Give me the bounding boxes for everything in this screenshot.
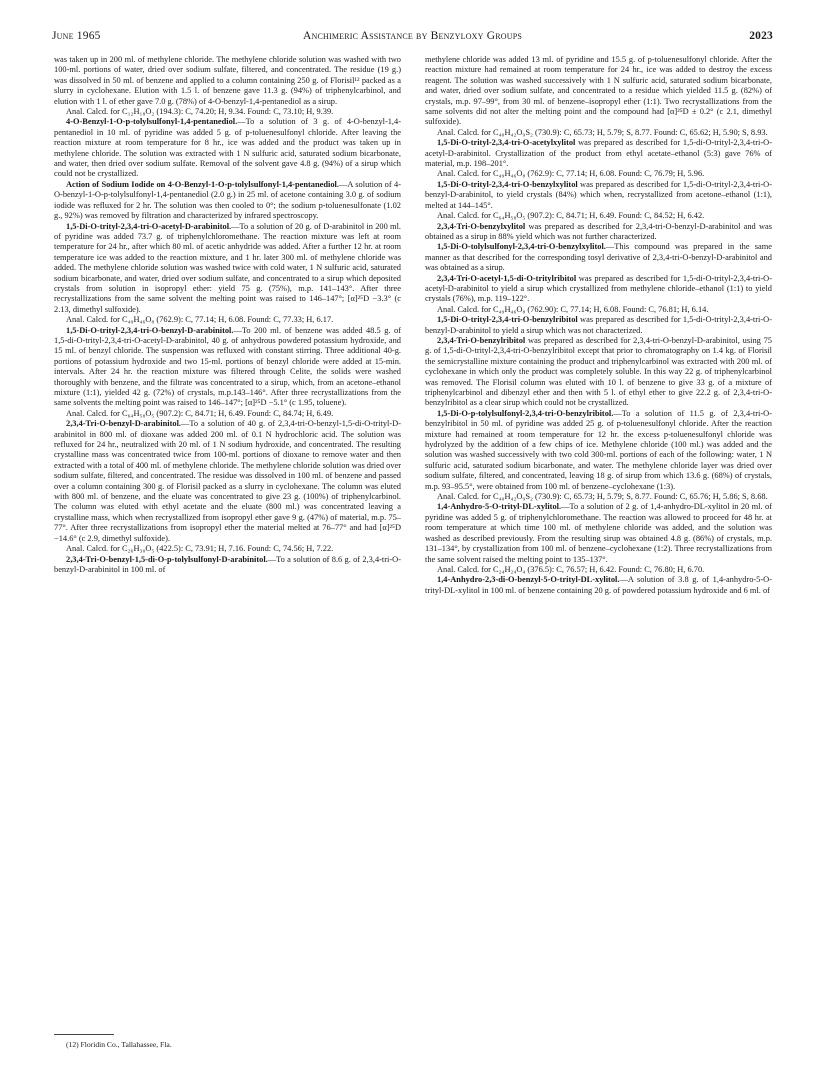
paragraph — [54, 107, 401, 117]
paragraph-text: was prepared as described for 2,3,4-tri-O-benzyl-D-arabinitol and was obtained as a sirup in 88% yield which was not further characterized. — [425, 221, 772, 241]
running-header — [52, 30, 773, 46]
paragraph-heading: 2,3,4-Tri-O-benzylribitol — [437, 335, 526, 345]
paragraph — [425, 409, 772, 492]
header-page-number: 2023 — [749, 30, 773, 42]
paragraph — [54, 315, 401, 325]
paragraph — [54, 117, 401, 179]
paragraph-heading: 2,3,4-Tri-O-acetyl-1,5-di-O-tritylribitol — [437, 273, 577, 283]
paragraph-heading: 2,3,4-Tri-O-benzyl-D-arabinitol. — [66, 419, 181, 429]
paragraph-heading: 1,4-Anhydro-5-O-trityl-DL-xylitol. — [437, 502, 562, 512]
paragraph-heading: 2,3,4-Tri-O-benzylxylitol — [437, 221, 526, 231]
paragraph-heading: 1,5-Di-O-trityl-2,3,4-tri-O-benzylribitol — [437, 315, 578, 325]
paragraph — [425, 138, 772, 169]
paragraph-text: —A solution of 4-O-benzyl-1-O-p-tolylsulfonyl-1,4-pentanediol (2.0 g.) in 25 ml. of acetone containing 3.0 g. of sodium iodide was refluxed for 2 hr. The solution was then cooled to 0°; the sodium p-toluenesulfonate (1.02 g., 92%) was removed by filtration and characterized by infrared spectroscopy. — [54, 179, 401, 221]
paragraph-text: Anal. Calcd. for C₄₉H₄₆O₈ (762.90): C, 77.14; H, 6.08. Found: C, 76.81; H, 6.14. — [437, 304, 709, 314]
paragraph-text: —To a solution of 40 g. of 2,3,4-tri-O-benzyl-1,5-di-O-trityl-D-arabinitol in 800 ml. of dioxane was added 200 ml. of 0.1 N hydrochloric acid. The solution was refluxed for 24 hr., neutralized with 20 ml. of 1 N sodium hydroxide, and concentrated. The resulting crystalline mass was concentrated twice from 100-ml. portions of dioxane to remove water and then extracted with a total of 400 ml. of methylene chloride. The methylene chloride solution was dried over sodium sulfate, filtered, and concentrated. The residue was dissolved in 100 ml. of benzene and passed over a column containing 300 g. of Florisil packed as a slurry in cyclohexane. The column was eluted with 800 ml. of benzene, and the eluate was concentrated to give 23 g. (100%) of triphenylcarbinol. The column was eluted with ethyl acetate and the eluate (800 ml.) was concentrated leaving a crystalline mass, which when recrystallized from isopropyl ether gave 9 g. (47%) of material, m.p. 75–77°. After three recrystallizations from isopropyl ether the material melted at 76–77° and had [α]²⁵D −14.6° (c 2.9, dimethyl sulfoxide). — [54, 419, 401, 543]
paragraph — [425, 315, 772, 336]
paragraph-heading: 1,5-Di-O-trityl-2,3,4-tri-O-acetylxylitol — [437, 138, 576, 148]
paragraph-text: —This compound was prepared in the same manner as that described for the corresponding tosyl derivative of 2,3,4-tri-O-benzyl-D-arabinitol and was obtained as a sirup. — [425, 242, 772, 273]
footnote: (12) Floridin Co., Tallahassee, Fla. — [66, 1040, 172, 1049]
paragraph-text: methylene chloride was added 13 ml. of pyridine and 15.5 g. of p-toluenesulfonyl chloride. After the reaction mixture had remained at room temperature for 24 hr., ice was added to destroy the excess reagent. The solution was washed successively with 1 N sulfuric acid, saturated sodium bicarbonate, and water, dried over sodium sulfate, and concentrated to a residue which yielded 11.5 g. (82%) of crystals, m.p. 97–99°, from 30 ml. of benzene–isopropyl ether (1:1). Two recrystallizations from the same solvents did not alter the melting point and the compound had [α]²⁵D ± 0.2° (c 2.1, dimethyl sulfoxide). — [425, 55, 772, 127]
paragraph-text: —To a solution of 11.5 g. of 2,3,4-tri-O-benzylribitol in 50 ml. of pyridine was added 25 g. of p-toluenesulfonyl chloride. After the reaction mixture had remained at room temperature for 12 hr. the excess p-toluenesulfonyl chloride was hydrolyzed by the addition of a few chips of ice. Methylene chloride (100 ml.) was added and the solution was washed successively with two cold 300-ml. portions of each of the following: water, 1 N sulfuric acid, saturated sodium bicarbonate, and water. The methylene chloride layer was dried over sodium sulfate, filtered, and concentrated, leaving 18 g. of sirup from which 13.6 g. (68%) of crystals, m.p. 93–95.5°, were obtained from 100 ml. of benzene–cyclohexane (1:3). — [425, 408, 772, 491]
paragraph-heading: 1,5-Di-O-trityl-2,3,4-tri-O-benzylxylitol — [437, 179, 578, 189]
paragraph — [54, 419, 401, 544]
paragraph-heading: 1,5-Di-O-p-tolylsulfonyl-2,3,4-tri-O-benzylribitol. — [437, 408, 614, 418]
paragraph-text: was prepared as described for 1,5-di-O-trityl-2,3,4-tri-O-benzyl-D-arabinitol, to yield crystals (84%) which when, recrystallized from acetone–ethanol (1:1), melted at 144–145°. — [425, 179, 772, 210]
paragraph-text: Anal. Calcd. for C₄₀H₄₂O₉S₂ (730.9): C, 65.73; H, 5.79; S, 8.77. Found: C, 65.62; H, 5.90; S, 8.93. — [437, 127, 768, 137]
paragraph-text: was prepared as described for 1,5-di-O-trityl-2,3,4-tri-O-acetyl-D-arabinitol to yield a sirup which crystallized from methylene chloride–ethanol (1:1) to yield crystals (76%), m.p. 119–122°. — [425, 273, 772, 304]
paragraph-text: was taken up in 200 ml. of methylene chloride. The methylene chloride solution was washed with two 100-ml. portions of water, dried over sodium sulfate, filtered, and concentrated. The residue (19 g.) was dissolved in 50 ml. of benzene and applied to a column containing 250 g. of Florisil¹² packed as a slurry in cyclohexane. Elution with 1.5 l. of benzene gave 11.3 g. (94%) of triphenylcarbinol, and elution with 1 l. of ether gave 7.0 g. (78%) of 4-O-benzyl-1,4-pentanediol as a sirup. — [54, 55, 401, 106]
paragraph-heading: 1,5-Di-O-trityl-2,3,4-tri-O-acetyl-D-arabinitol. — [66, 221, 232, 231]
paragraph-text: —A solution of 3.8 g. of 1,4-anhydro-5-O-trityl-DL-xylitol in 100 ml. of benzene containing 20 g. of powdered potassium hydroxide and 6 ml. of — [425, 575, 772, 595]
paragraph — [425, 305, 772, 315]
paragraph — [425, 128, 772, 138]
paragraph-heading: 2,3,4-Tri-O-benzyl-1,5-di-O-p-tolylsulfonyl-D-arabinitol. — [66, 554, 268, 564]
paragraph — [54, 326, 401, 409]
paragraph-text: —To a solution of 8.6 g. of 2,3,4-tri-O-benzyl-D-arabinitol in 100 ml. of — [54, 554, 401, 574]
paragraph — [425, 169, 772, 179]
paragraph-heading: 4-O-Benzyl-1-O-p-tolylsulfonyl-1,4-pentanediol. — [66, 117, 238, 127]
paragraph-text: Anal. Calcd. for C₄₉H₄₆O₈ (762.9): C, 77.14; H, 6.08. Found: C, 76.79; H, 5.96. — [437, 169, 705, 179]
paragraph — [425, 222, 772, 243]
right-column — [425, 55, 772, 1055]
paragraph — [425, 274, 772, 305]
paragraph-text: —To 200 ml. of benzene was added 48.5 g. of 1,5-di-O-trityl-2,3,4-tri-O-acetyl-D-arabinitol, 40 g. of anhydrous powdered potassium hydroxide, and 15 ml. of benzyl chloride. The suspension was refluxed with constant stirring. Three additional 40-g. portions of potassium hydroxide and two 15-ml. portions of benzyl chloride were added at 15-min. intervals. After 24 hr. the reaction mixture was filtered through Celite, the solids were washed thoroughly with benzene, and the filtrate was concentrated to a sirup, which, from an acetone–ethanol mixture (1:1), yielded 42 g. (72%) of crystals, m.p.143–146°. After three recrystallizations from the same solvents the melting point was raised to 146–147°; [α]²⁵D −5.1° (c 1.95, toluene). — [54, 325, 401, 408]
header-date: June 1965 — [52, 30, 101, 42]
paragraph — [54, 544, 401, 554]
footnote-rule — [54, 1034, 114, 1035]
paragraph — [54, 222, 401, 316]
paragraph-text: —To a solution of 20 g. of D-arabinitol in 200 ml. of pyridine was added 73.7 g. of triphenylchloromethane. The reaction mixture was left at room temperature for 24 hr., after which 80 ml. of acetic anhydride was added. After a further 12 hr. at room temperature ice was added to the reaction mixture, and 1 hr. later 300 ml. of methylene chloride was added. The methylene chloride solution was washed twice with cold water, 1 N sulfuric acid, saturated sodium bicarbonate, and water, dried over sodium sulfate, and concentrated to a sirup which deposited crystals from solution in isopropyl ether: yield 75 g. (75%), m.p. 141–143°. After three recrystallizations from the same solvent the melting point was raised to 146–147°; [α]²⁵D −3.3° (c 2.13, dimethyl sulfoxide). — [54, 221, 401, 314]
paragraph — [54, 180, 401, 222]
paragraph-heading: 1,5-Di-O-tolylsulfonyl-2,3,4-tri-O-benzylxylitol. — [437, 242, 606, 252]
paragraph-text: Anal. Calcd. for C₁₂H₁₈O₂ (194.3): C, 74.20; H, 9.34. Found: C, 73.10; H, 9.39. — [66, 107, 334, 117]
paragraph-text: —To a solution of 3 g. of 4-O-benzyl-1,4-pentanediol in 10 ml. of pyridine was added 5 g. of p-toluenesulfonyl chloride. After leaving the reaction mixture at room temperature for 8 hr., ice was added and the product was taken up in methylene chloride. The solution was extracted with 1 N sulfuric acid, saturated sodium bicarbonate, and water, then dried over sodium sulfate. Removal of the solvent gave 4.8 g. (94%) of a sirup which could not be crystallized. — [54, 117, 401, 179]
paragraph-heading: 1,4-Anhydro-2,3-di-O-benzyl-5-O-trityl-DL-xylitol. — [437, 575, 620, 585]
paragraph — [425, 575, 772, 596]
paragraph-text: Anal. Calcd. for C₂₄H₂₄O₄ (376.5): C, 76.57; H, 6.42. Found: C, 76.80; H, 6.70. — [437, 564, 705, 574]
paragraph — [54, 55, 401, 107]
paragraph-text: was prepared as described for 2,3,4-tri-O-benzyl-D-arabinitol, using 75 g. of 1,5-di-O-trityl-2,3,4-tri-O-benzylribitol except that prior to chromatography on 1.4 kg. of Florisil the semicrystalline mixture containing the product and triphenylcarbinol was extracted with 200 ml. of cyclohexane in which only the product was completely soluble. In this way 22 g. of triphenylcarbinol was removed. The Florisil column was eluted with 10 l. of benzene to give 33 g. of a mixture of triphenylcarbinol and dibenzyl ether and then with 5 l. of ethyl ether to give 22.2 g. of 2,3,4-tri-O-benzylribitol as a clear sirup which could not be crystallized. — [425, 335, 772, 408]
paragraph — [425, 565, 772, 575]
paragraph-text: Anal. Calcd. for C₂₆H₃₀O₅ (422.5): C, 73.91; H, 7.16. Found: C, 74.56; H, 7.22. — [66, 544, 334, 554]
paragraph-heading: 1,5-Di-O-trityl-2,3,4-tri-O-benzyl-D-arabinitol. — [66, 325, 234, 335]
paragraph-text: Anal. Calcd. for C₄₉H₄₆O₈ (762.9): C, 77.14; H, 6.08. Found: C, 77.33; H, 6.17. — [66, 315, 334, 325]
paragraph-text: Anal. Calcd. for C₆₄H₅₈O₅ (907.2): C, 84.71; H, 6.49. Found: C, 84.52; H, 6.42. — [437, 211, 705, 221]
paragraph — [425, 242, 772, 273]
paragraph-text: Anal. Calcd. for C₄₀H₄₂O₉S₂ (730.9): C, 65.73; H, 5.79; S, 8.77. Found: C, 65.76; H, 5.86; S, 8.68. — [437, 492, 768, 502]
paragraph — [425, 55, 772, 128]
paragraph-text: was prepared as described for 1,5-di-O-trityl-2,3,4-tri-O-benzyl-D-arabinitol to yield a sirup which was not characterized. — [425, 315, 772, 335]
paragraph — [425, 336, 772, 409]
paragraph-text: —To a solution of 2 g. of 1,4-anhydro-DL-xylitol in 20 ml. of pyridine was added 5 g. of triphenylchloromethane. The reaction was allowed to proceed for 48 hr. at room temperature at which time 100 ml. of methylene chloride was added, and the solution was washed as described previously. From the resulting sirup was obtained 4.8 g. (86%) of crystals, m.p. 131–134°, by crystallization from 100 ml. of benzene–cyclohexane (1:2). Three recrystallizations from the same solvent raised the melting point to 135–137°. — [425, 502, 772, 564]
left-column — [54, 55, 401, 1015]
paragraph-text: was prepared as described for 1,5-di-O-trityl-2,3,4-tri-O-acetyl-D-arabinitol. Crystallization of the product from ethyl acetate–ethanol (5:3) gave 76% of material, m.p. 198–201°. — [425, 138, 772, 169]
paragraph-heading: Action of Sodium Iodide on 4-O-Benzyl-1-O-p-tolylsulfonyl-1,4-pentanediol. — [66, 179, 339, 189]
paragraph-text: Anal. Calcd. for C₆₄H₅₈O₅ (907.2): C, 84.71; H, 6.49. Found: C, 84.74; H, 6.49. — [66, 408, 334, 418]
paragraph — [425, 492, 772, 502]
paragraph — [54, 555, 401, 576]
paragraph — [425, 502, 772, 564]
paragraph — [425, 211, 772, 221]
paragraph — [54, 409, 401, 419]
paragraph — [425, 180, 772, 211]
header-title: Anchimeric Assistance by Benzyloxy Groups — [302, 30, 523, 42]
